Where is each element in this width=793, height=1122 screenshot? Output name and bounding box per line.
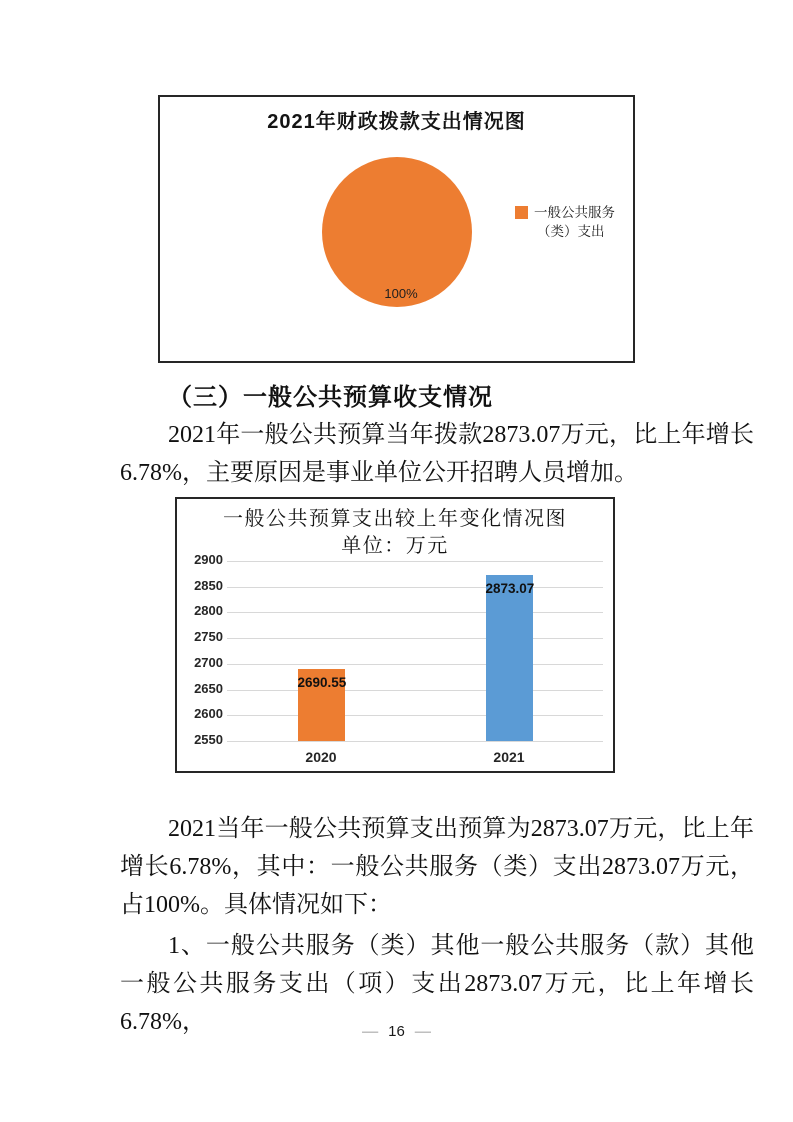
gridline-2850: [227, 587, 603, 588]
bar-value-label-2020: 2690.55: [297, 674, 347, 690]
y-tick-label-2600: 2600: [194, 706, 223, 722]
y-tick-label-2650: 2650: [194, 680, 223, 696]
page-footer: [0, 1023, 793, 1041]
gridline-2750: [227, 638, 603, 639]
bar-2021: [486, 575, 533, 741]
y-tick-label-2900: 2900: [194, 552, 223, 567]
x-tick-label-2020: 2020: [305, 749, 337, 765]
bar-plot-area: [227, 561, 603, 765]
y-tick-label-2750: 2750: [194, 629, 223, 645]
x-tick-label-2021: 2021: [493, 749, 525, 765]
pie-legend: [515, 203, 615, 241]
legend-label-line2: （类）支出: [537, 224, 605, 239]
bar-chart-unit-label: 单位：万元: [341, 535, 449, 557]
legend-label-line1: 一般公共服务: [534, 205, 615, 220]
bar-chart-frame: [175, 497, 615, 773]
footer-left-dash: —: [362, 1023, 379, 1040]
bar-2020: [298, 669, 345, 741]
gridline-2600: [227, 715, 603, 716]
gridline-2650: [227, 690, 603, 691]
y-tick-label-2800: 2800: [194, 603, 223, 619]
legend-label: [534, 203, 615, 241]
gridline-2800: [227, 612, 603, 613]
pie-chart-title: 2021年财政拨款支出情况图: [267, 111, 526, 133]
bar-value-label-2021: 2873.07: [485, 580, 535, 596]
pie-chart-frame: [158, 95, 635, 363]
bar-y-axis-labels: [183, 499, 223, 771]
gridline-2700: [227, 664, 603, 665]
pie-percent-label: 100%: [384, 286, 418, 301]
paragraph-item-detail: 1、一般公共服务（类）其他一般公共服务（款）其他一般公共服务支出（项）支出2873.07万元，比上年增长6.78%，: [120, 933, 754, 1035]
bar-chart-title: 一般公共预算支出较上年变化情况图: [223, 508, 567, 530]
y-tick-label-2850: 2850: [194, 577, 223, 593]
gridline-2550: [227, 741, 603, 742]
paragraph-budget-appropriation: 2021年一般公共预算当年拨款2873.07万元，比上年增长6.78%，主要原因是事业单位公开招聘人员增加。: [120, 422, 754, 486]
page-number: 16: [388, 1023, 405, 1040]
gridline-2900: [227, 561, 603, 562]
y-tick-label-2700: 2700: [194, 654, 223, 670]
pie-slice: [322, 157, 472, 307]
footer-right-dash: —: [414, 1023, 431, 1040]
section-heading: （三）一般公共预算收支情况: [168, 385, 493, 411]
legend-swatch: [515, 206, 528, 219]
y-tick-label-2550: 2550: [194, 732, 223, 747]
paragraph-expenditure-summary: 2021当年一般公共预算支出预算为2873.07万元，比上年增长6.78%，其中：一般公共服务（类）支出2873.07万元，占100%。具体情况如下：: [120, 816, 754, 918]
